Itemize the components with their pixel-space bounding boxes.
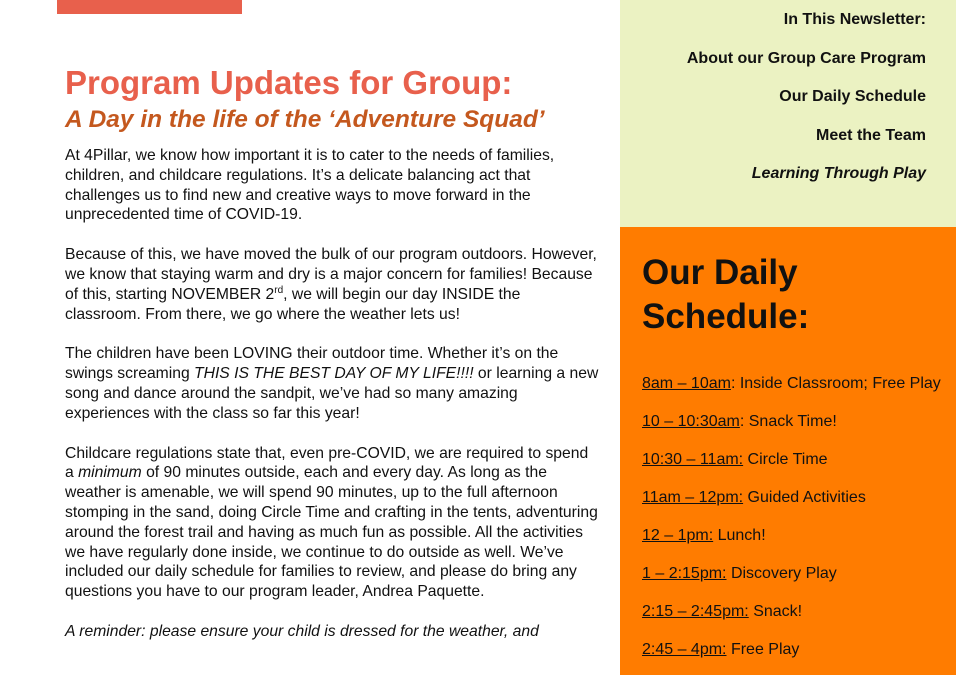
schedule-item — [642, 412, 942, 432]
daily-schedule-box — [620, 227, 956, 675]
schedule-time: 11am – 12pm: — [642, 489, 744, 506]
newsletter-heading: In This Newsletter: — [783, 11, 926, 28]
paragraph-regulations-text-cont: of 90 minutes outside, each and every day. As long as the weather is amenable, we will spend 90 minutes, up to the full afternoon stomping in the sand, doing Circle Time and crafting in the tents, adventuring around the forest trail and having as much fun as possible. All the activities we have regularly done inside, we continue to do outside as well. We’ve included our daily schedule for families to review, and please do bring any questions you have to our program leader, Andrea Paquette. — [65, 464, 598, 601]
schedule-item — [642, 564, 942, 584]
schedule-activity: Snack! — [748, 603, 803, 620]
schedule-activity: : Inside Classroom; Free Play — [730, 375, 941, 392]
schedule-item — [642, 640, 942, 660]
page-title: Program Updates for Group: — [65, 64, 513, 101]
schedule-time: 1 – 2:15pm: — [642, 565, 727, 582]
schedule-item — [642, 488, 942, 508]
schedule-list — [642, 374, 942, 678]
paragraph-outdoors-text-cont: , we will begin our day INSIDE the classroom. From there, we go where the weather lets us! — [65, 285, 521, 323]
schedule-time: 2:45 – 4pm: — [642, 641, 727, 658]
schedule-item — [642, 374, 942, 394]
newsletter-contents-list — [687, 10, 926, 203]
schedule-activity: Free Play — [726, 641, 800, 658]
paragraph-intro: At 4Pillar, we know how important it is to cater to the needs of families, children, and childcare regulations. It’s a delicate balancing act that challenges us to find new and creative ways to move forward in the unprecedented time of COVID-19. — [65, 147, 555, 224]
schedule-item — [642, 526, 942, 546]
paragraph-regulations-text: Childcare regulations state that, even pre-COVID, we are required to spend a — [65, 444, 589, 482]
page-subtitle: A Day in the life of the ‘Adventure Squad’ — [65, 106, 545, 133]
schedule-activity: Circle Time — [743, 451, 828, 468]
ordinal-suffix: rd — [274, 284, 284, 296]
schedule-activity: Discovery Play — [726, 565, 837, 582]
schedule-time: 2:15 – 2:45pm: — [642, 603, 749, 620]
schedule-time: 10:30 – 11am: — [642, 451, 744, 468]
minimum-emphasis: minimum — [78, 464, 142, 482]
newsletter-item-meet-team[interactable]: Meet the Team — [816, 126, 926, 144]
paragraph-outdoors-text: Because of this, we have moved the bulk of our program outdoors. However, we know that staying warm and dry is a major concern for families! Because of this, starting NOVEMBER 2 — [65, 246, 597, 303]
schedule-item — [642, 602, 942, 622]
paragraph-outdoor-time — [65, 344, 600, 423]
schedule-title-line-1: Our Daily — [642, 253, 798, 292]
paragraph-outdoor-time-text-cont: or learning a new song and dance around the sandpit, we’ve had so many amazing experiences with the class so far this year! — [65, 365, 599, 422]
quote-emphasis: THIS IS THE BEST DAY OF MY LIFE!!!! — [194, 365, 474, 383]
schedule-activity: Guided Activities — [743, 489, 866, 506]
paragraph-outdoors — [65, 245, 600, 324]
paragraph-reminder: A reminder: please ensure your child is dressed for the weather, and — [65, 622, 539, 640]
schedule-title-line-2: Schedule: — [642, 297, 810, 336]
schedule-title — [642, 251, 809, 339]
paragraph-outdoor-time-text: The children have been LOVING their outdoor time. Whether it’s on the swings screaming — [65, 345, 559, 383]
newsletter-item-daily-schedule[interactable]: Our Daily Schedule — [779, 88, 926, 105]
newsletter-item-group-care[interactable]: About our Group Care Program — [686, 49, 926, 67]
schedule-time: 12 – 1pm: — [642, 527, 714, 544]
schedule-item — [642, 450, 942, 470]
newsletter-item-learning-play[interactable]: Learning Through Play — [751, 165, 926, 182]
newsletter-contents-box — [620, 0, 956, 227]
schedule-time: 8am – 10am — [642, 375, 731, 392]
schedule-activity: Lunch! — [713, 527, 766, 544]
schedule-time: 10 – 10:30am — [642, 413, 740, 430]
main-article — [65, 62, 600, 662]
header-accent-bar — [57, 0, 242, 14]
paragraph-regulations — [65, 444, 600, 602]
schedule-activity: : Snack Time! — [739, 413, 837, 430]
